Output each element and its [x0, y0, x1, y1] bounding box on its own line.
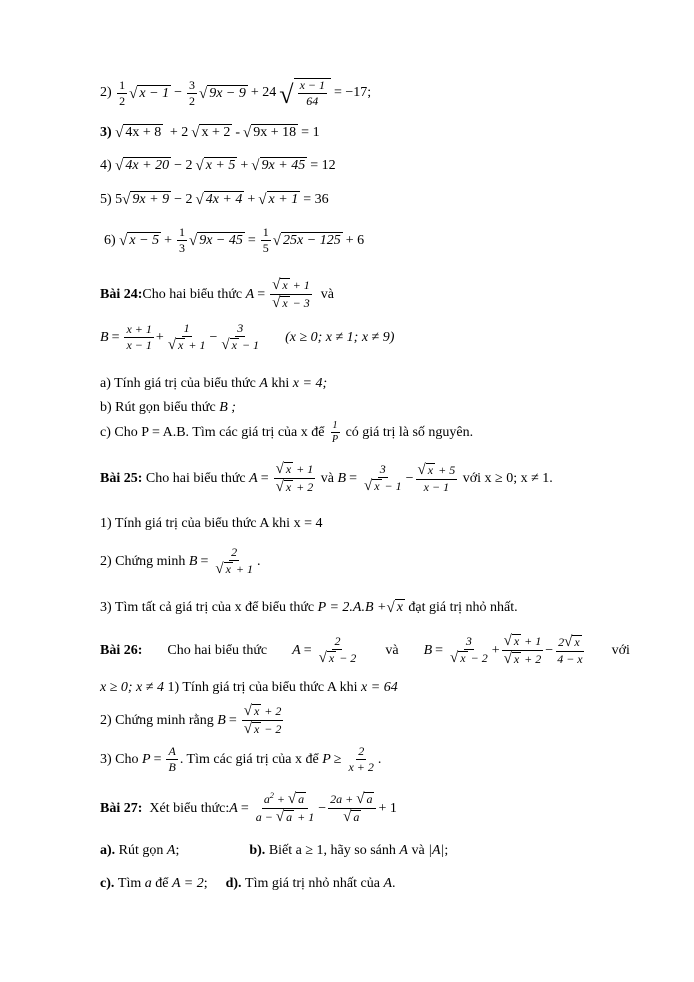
equation-3: 3) √ 4x + 8 + 2 √ x + 2 - √ 9x + 18 = 1 — [100, 124, 320, 142]
bai25-header: Bài 25: Cho hai biểu thức A = √ x + 1 √ x + 2 và B = 3 √ x − 1 − √ x + 5 x − 1 với x ≥ 0; x ≠ 1. — [100, 461, 553, 495]
problem-number: 5) — [100, 191, 112, 207]
bai27-header: Bài 27: Xét biểu thức: A = $a^2$ + √ a a − √ a + 1 − 2a + √ a √ a + 1 — [100, 791, 397, 825]
equation-6: 6) √ x − 5 + $\frac{1}{3}$ √ 9x − 45 = $\frac{1}{5}$ √ 25x − 125 + 6 — [104, 225, 365, 256]
bai27-questions-cd: c). Tìm a để A = 2 ; d). Tìm giá trị nhỏ nhất của A . — [100, 876, 396, 891]
bai27-heading: Bài 27: — [100, 800, 143, 816]
bai24-expression-b: B = $\frac{x + 1}{x - 1}$ + 1 √ x + 1 − 3 √ x − 1 (x ≥ 0; x ≠ 1; x ≠ 9) — [100, 321, 395, 354]
equation-2: 2) $\frac{1}{2}$ √ x − 1 − $\frac{3}{2}$ √ 9x − 9 + 24 √ $\frac{x - 1}{64}$ = −17; — [100, 77, 372, 110]
bai26-question-3: 3) Cho P = $\frac{A}{B}$ . Tìm các giá trị của x để P ≥ $\frac{2}{x + 2}$ . — [100, 744, 382, 775]
bai26-header: Bài 26: Cho hai biểu thức A = 2 √ x − 2 và B = 3 √ x − 2 + √ x + 1 √ x + 2 − 2 √ x 4 − x với — [100, 633, 630, 667]
problem-number: 3) — [100, 124, 112, 140]
bai24-question-a: a) Tính giá trị của biểu thức A khi x = 4; — [100, 376, 328, 391]
equation-5: 5) 5 √ 9x + 9 − 2 √ 4x + 4 + √ x + 1 = 36 — [100, 191, 329, 209]
bai24-heading: Bài 24: — [100, 286, 143, 302]
bai27-questions-ab: a). Rút gọn A ; b). Biết a ≥ 1, hãy so sánh A và |A| ; — [100, 843, 449, 858]
problem-number: 6) — [104, 232, 116, 248]
bai24-question-b: b) Rút gọn biểu thức B ; — [100, 400, 236, 415]
bai26-heading: Bài 26: — [100, 642, 143, 658]
bai24-header: Bài 24: Cho hai biểu thức A = √ x + 1 √ x − 3 và — [100, 277, 334, 311]
bai25-heading: Bài 25: — [100, 470, 143, 486]
bai24-condition: (x ≥ 0; x ≠ 1; x ≠ 9) — [285, 329, 395, 345]
bai26-question-2: 2) Chứng minh rằng B = √ x + 2 √ x − 2 — [100, 703, 282, 737]
problem-number: 4) — [100, 157, 112, 173]
bai25-question-3: 3) Tìm tất cả giá trị của x để biểu thức P = 2.A.B + √ x đạt giá trị nhỏ nhất. — [100, 599, 518, 617]
problem-number: 2) — [100, 85, 112, 101]
bai26-question-1: x ≥ 0; x ≠ 4 1) Tính giá trị của biểu thức A khi x = 64 — [100, 680, 398, 695]
bai25-question-2: 2) Chứng minh B = 2 √ x + 1 . — [100, 545, 261, 578]
bai25-question-1: 1) Tính giá trị của biểu thức A khi x = 4 — [100, 516, 323, 531]
equation-4: 4) √ 4x + 20 − 2 √ x + 5 + √ 9x + 45 = 12 — [100, 157, 336, 175]
bai24-question-c: c) Cho P = A.B. Tìm các giá trị của x để $\frac{1}{P}$ có giá trị là số nguyên. — [100, 420, 474, 445]
bai24-and: và — [320, 286, 334, 302]
bai24-intro: Cho hai biểu thức — [142, 286, 243, 302]
